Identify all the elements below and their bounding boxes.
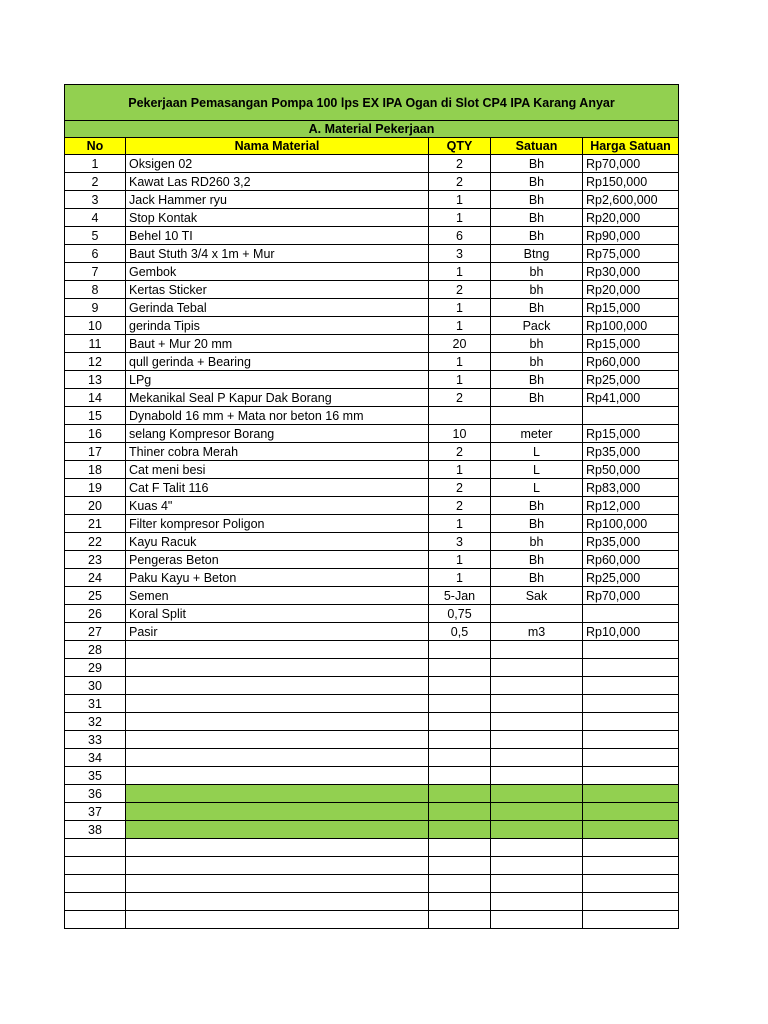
cell-price[interactable]	[583, 839, 679, 857]
cell-no[interactable]: 9	[65, 299, 126, 317]
cell-unit[interactable]	[491, 605, 583, 623]
cell-material-name[interactable]	[126, 839, 429, 857]
cell-unit[interactable]: Bh	[491, 551, 583, 569]
cell-unit[interactable]: Bh	[491, 173, 583, 191]
cell-unit[interactable]	[491, 695, 583, 713]
cell-material-name[interactable]	[126, 875, 429, 893]
cell-no[interactable]: 37	[65, 803, 126, 821]
cell-qty[interactable]	[429, 857, 491, 875]
table-row	[65, 749, 679, 767]
cell-no[interactable]: 2	[65, 173, 126, 191]
table-row	[65, 389, 679, 407]
cell-qty[interactable]: 2	[429, 443, 491, 461]
cell-no[interactable]: 31	[65, 695, 126, 713]
cell-qty[interactable]: 1	[429, 515, 491, 533]
cell-unit[interactable]: L	[491, 479, 583, 497]
cell-price[interactable]: Rp15,000	[583, 299, 679, 317]
cell-unit[interactable]	[491, 731, 583, 749]
cell-no[interactable]: 33	[65, 731, 126, 749]
table-row	[65, 407, 679, 425]
cell-qty[interactable]: 2	[429, 173, 491, 191]
cell-material-name[interactable]: Baut + Mur 20 mm	[126, 335, 429, 353]
cell-unit[interactable]: Bh	[491, 299, 583, 317]
cell-price[interactable]	[583, 659, 679, 677]
cell-price[interactable]: Rp60,000	[583, 353, 679, 371]
cell-unit[interactable]: Btng	[491, 245, 583, 263]
cell-qty[interactable]: 1	[429, 569, 491, 587]
cell-qty[interactable]	[429, 911, 491, 929]
cell-no[interactable]	[65, 911, 126, 929]
cell-price[interactable]: Rp10,000	[583, 623, 679, 641]
cell-material-name[interactable]: Semen	[126, 587, 429, 605]
cell-price[interactable]	[583, 713, 679, 731]
cell-price[interactable]: Rp83,000	[583, 479, 679, 497]
cell-no[interactable]: 24	[65, 569, 126, 587]
table-row	[65, 821, 679, 839]
cell-no[interactable]: 28	[65, 641, 126, 659]
cell-price[interactable]	[583, 785, 679, 803]
table-row	[65, 155, 679, 173]
cell-material-name[interactable]: Stop Kontak	[126, 209, 429, 227]
table-row	[65, 353, 679, 371]
cell-qty[interactable]: 3	[429, 533, 491, 551]
table-row	[65, 173, 679, 191]
cell-material-name[interactable]: Paku Kayu + Beton	[126, 569, 429, 587]
table-row	[65, 299, 679, 317]
cell-material-name[interactable]: Dynabold 16 mm + Mata nor beton 16 mm	[126, 407, 429, 425]
table-row	[65, 875, 679, 893]
cell-no[interactable]: 20	[65, 497, 126, 515]
cell-unit[interactable]: Bh	[491, 497, 583, 515]
cell-unit[interactable]: Pack	[491, 317, 583, 335]
cell-qty[interactable]: 2	[429, 479, 491, 497]
cell-unit[interactable]: Bh	[491, 389, 583, 407]
cell-price[interactable]: Rp15,000	[583, 335, 679, 353]
cell-no[interactable]: 11	[65, 335, 126, 353]
cell-unit[interactable]: meter	[491, 425, 583, 443]
cell-qty[interactable]: 1	[429, 551, 491, 569]
cell-unit[interactable]	[491, 821, 583, 839]
cell-no[interactable]: 12	[65, 353, 126, 371]
cell-material-name[interactable]: Kayu Racuk	[126, 533, 429, 551]
cell-qty[interactable]: 0,75	[429, 605, 491, 623]
cell-material-name[interactable]: Oksigen 02	[126, 155, 429, 173]
cell-unit[interactable]: Bh	[491, 191, 583, 209]
cell-qty[interactable]	[429, 731, 491, 749]
cell-qty[interactable]	[429, 713, 491, 731]
cell-price[interactable]	[583, 749, 679, 767]
table-row	[65, 695, 679, 713]
cell-price[interactable]	[583, 875, 679, 893]
table-row	[65, 317, 679, 335]
cell-unit[interactable]	[491, 785, 583, 803]
cell-unit[interactable]	[491, 803, 583, 821]
cell-material-name[interactable]: Cat meni besi	[126, 461, 429, 479]
table-row	[65, 263, 679, 281]
cell-qty[interactable]	[429, 893, 491, 911]
cell-no[interactable]	[65, 857, 126, 875]
cell-unit[interactable]	[491, 893, 583, 911]
table-row	[65, 461, 679, 479]
cell-no[interactable]: 16	[65, 425, 126, 443]
cell-material-name[interactable]	[126, 785, 429, 803]
table-row	[65, 533, 679, 551]
table-row	[65, 767, 679, 785]
cell-unit[interactable]: bh	[491, 353, 583, 371]
header-unit[interactable]: Satuan	[491, 138, 583, 155]
cell-unit[interactable]: Bh	[491, 569, 583, 587]
cell-no[interactable]: 19	[65, 479, 126, 497]
cell-price[interactable]: Rp70,000	[583, 155, 679, 173]
cell-price[interactable]	[583, 731, 679, 749]
cell-unit[interactable]: bh	[491, 263, 583, 281]
table-row	[65, 191, 679, 209]
section-heading[interactable]: A. Material Pekerjaan	[65, 121, 679, 138]
cell-price[interactable]	[583, 767, 679, 785]
cell-no[interactable]: 17	[65, 443, 126, 461]
cell-unit[interactable]	[491, 659, 583, 677]
material-table	[64, 84, 679, 929]
cell-price[interactable]	[583, 605, 679, 623]
cell-no[interactable]: 22	[65, 533, 126, 551]
table-row	[65, 623, 679, 641]
cell-qty[interactable]: 1	[429, 371, 491, 389]
cell-no[interactable]	[65, 893, 126, 911]
cell-price[interactable]: Rp30,000	[583, 263, 679, 281]
cell-price[interactable]: Rp20,000	[583, 209, 679, 227]
table-row	[65, 605, 679, 623]
cell-price[interactable]: Rp50,000	[583, 461, 679, 479]
cell-no[interactable]: 36	[65, 785, 126, 803]
cell-unit[interactable]: bh	[491, 281, 583, 299]
cell-price[interactable]	[583, 407, 679, 425]
cell-unit[interactable]	[491, 713, 583, 731]
cell-unit[interactable]	[491, 839, 583, 857]
cell-qty[interactable]	[429, 407, 491, 425]
cell-price[interactable]	[583, 893, 679, 911]
cell-unit[interactable]	[491, 677, 583, 695]
cell-no[interactable]: 35	[65, 767, 126, 785]
cell-no[interactable]: 29	[65, 659, 126, 677]
header-no[interactable]: No	[65, 138, 126, 155]
cell-price[interactable]: Rp12,000	[583, 497, 679, 515]
cell-price[interactable]: Rp100,000	[583, 515, 679, 533]
table-row	[65, 659, 679, 677]
table-row	[65, 893, 679, 911]
cell-qty[interactable]: 1	[429, 461, 491, 479]
cell-no[interactable]: 7	[65, 263, 126, 281]
cell-qty[interactable]	[429, 767, 491, 785]
cell-qty[interactable]: 1	[429, 263, 491, 281]
cell-price[interactable]: Rp90,000	[583, 227, 679, 245]
cell-qty[interactable]: 6	[429, 227, 491, 245]
cell-unit[interactable]	[491, 749, 583, 767]
cell-unit[interactable]	[491, 767, 583, 785]
cell-no[interactable]: 5	[65, 227, 126, 245]
cell-qty[interactable]: 2	[429, 281, 491, 299]
header-name[interactable]: Nama Material	[126, 138, 429, 155]
cell-qty[interactable]: 1	[429, 353, 491, 371]
cell-no[interactable]: 3	[65, 191, 126, 209]
cell-unit[interactable]	[491, 875, 583, 893]
cell-price[interactable]: Rp75,000	[583, 245, 679, 263]
cell-material-name[interactable]: Mekanikal Seal P Kapur Dak Borang	[126, 389, 429, 407]
cell-qty[interactable]: 2	[429, 389, 491, 407]
cell-qty[interactable]	[429, 839, 491, 857]
cell-unit[interactable]: bh	[491, 335, 583, 353]
header-qty[interactable]: QTY	[429, 138, 491, 155]
cell-qty[interactable]: 1	[429, 299, 491, 317]
table-row	[65, 713, 679, 731]
cell-material-name[interactable]	[126, 803, 429, 821]
cell-material-name[interactable]	[126, 767, 429, 785]
table-row	[65, 857, 679, 875]
cell-material-name[interactable]	[126, 911, 429, 929]
cell-material-name[interactable]	[126, 821, 429, 839]
table-row	[65, 371, 679, 389]
cell-price[interactable]: Rp35,000	[583, 533, 679, 551]
cell-price[interactable]	[583, 695, 679, 713]
cell-unit[interactable]: Sak	[491, 587, 583, 605]
cell-no[interactable]: 38	[65, 821, 126, 839]
cell-no[interactable]: 26	[65, 605, 126, 623]
cell-unit[interactable]	[491, 857, 583, 875]
cell-no[interactable]	[65, 839, 126, 857]
cell-no[interactable]: 8	[65, 281, 126, 299]
table-row	[65, 497, 679, 515]
table-row	[65, 839, 679, 857]
table-row	[65, 911, 679, 929]
cell-qty[interactable]: 1	[429, 191, 491, 209]
cell-price[interactable]: Rp2,600,000	[583, 191, 679, 209]
cell-material-name[interactable]	[126, 893, 429, 911]
cell-no[interactable]: 4	[65, 209, 126, 227]
cell-unit[interactable]: L	[491, 461, 583, 479]
header-price[interactable]: Harga Satuan	[583, 138, 679, 155]
cell-qty[interactable]	[429, 875, 491, 893]
header-row	[65, 138, 679, 155]
cell-material-name[interactable]	[126, 731, 429, 749]
table-row	[65, 641, 679, 659]
cell-price[interactable]: Rp25,000	[583, 569, 679, 587]
cell-qty[interactable]	[429, 695, 491, 713]
cell-unit[interactable]: Bh	[491, 371, 583, 389]
table-row	[65, 245, 679, 263]
cell-qty[interactable]: 1	[429, 209, 491, 227]
cell-no[interactable]: 18	[65, 461, 126, 479]
cell-material-name[interactable]	[126, 677, 429, 695]
cell-no[interactable]: 25	[65, 587, 126, 605]
cell-price[interactable]	[583, 803, 679, 821]
table-row	[65, 281, 679, 299]
cell-no[interactable]: 27	[65, 623, 126, 641]
cell-material-name[interactable]: Jack Hammer ryu	[126, 191, 429, 209]
cell-unit[interactable]: Bh	[491, 227, 583, 245]
cell-no[interactable]: 30	[65, 677, 126, 695]
cell-material-name[interactable]: Kertas Sticker	[126, 281, 429, 299]
cell-price[interactable]: Rp150,000	[583, 173, 679, 191]
cell-material-name[interactable]: Behel 10 TI	[126, 227, 429, 245]
cell-qty[interactable]: 0,5	[429, 623, 491, 641]
cell-material-name[interactable]: Filter kompresor Poligon	[126, 515, 429, 533]
cell-price[interactable]: Rp60,000	[583, 551, 679, 569]
cell-qty[interactable]: 10	[429, 425, 491, 443]
cell-unit[interactable]: Bh	[491, 155, 583, 173]
cell-qty[interactable]	[429, 749, 491, 767]
cell-unit[interactable]: L	[491, 443, 583, 461]
table-row	[65, 209, 679, 227]
cell-no[interactable]: 15	[65, 407, 126, 425]
cell-price[interactable]	[583, 857, 679, 875]
cell-material-name[interactable]: Gerinda Tebal	[126, 299, 429, 317]
cell-price[interactable]	[583, 821, 679, 839]
cell-material-name[interactable]: Pengeras Beton	[126, 551, 429, 569]
cell-material-name[interactable]: qull gerinda + Bearing	[126, 353, 429, 371]
cell-material-name[interactable]: gerinda Tipis	[126, 317, 429, 335]
cell-qty[interactable]	[429, 803, 491, 821]
cell-price[interactable]	[583, 677, 679, 695]
cell-qty[interactable]: 2	[429, 497, 491, 515]
cell-no[interactable]: 34	[65, 749, 126, 767]
cell-material-name[interactable]	[126, 659, 429, 677]
cell-price[interactable]: Rp100,000	[583, 317, 679, 335]
cell-no[interactable]: 14	[65, 389, 126, 407]
cell-unit[interactable]	[491, 911, 583, 929]
cell-no[interactable]: 23	[65, 551, 126, 569]
cell-qty[interactable]	[429, 785, 491, 803]
cell-qty[interactable]	[429, 641, 491, 659]
table-row	[65, 335, 679, 353]
cell-material-name[interactable]: Gembok	[126, 263, 429, 281]
cell-unit[interactable]: bh	[491, 533, 583, 551]
cell-price[interactable]: Rp41,000	[583, 389, 679, 407]
cell-material-name[interactable]: Kuas 4"	[126, 497, 429, 515]
table-row	[65, 785, 679, 803]
cell-no[interactable]	[65, 875, 126, 893]
table-row	[65, 515, 679, 533]
table-row	[65, 677, 679, 695]
table-row	[65, 479, 679, 497]
cell-material-name[interactable]: Kawat Las RD260 3,2	[126, 173, 429, 191]
cell-material-name[interactable]	[126, 641, 429, 659]
table-row	[65, 227, 679, 245]
cell-unit[interactable]: Bh	[491, 515, 583, 533]
cell-material-name[interactable]: selang Kompresor Borang	[126, 425, 429, 443]
cell-material-name[interactable]: Pasir	[126, 623, 429, 641]
cell-no[interactable]: 10	[65, 317, 126, 335]
cell-qty[interactable]	[429, 821, 491, 839]
cell-no[interactable]: 6	[65, 245, 126, 263]
table-row	[65, 803, 679, 821]
cell-material-name[interactable]: Baut Stuth 3/4 x 1m + Mur	[126, 245, 429, 263]
cell-qty[interactable]: 20	[429, 335, 491, 353]
table-row	[65, 425, 679, 443]
table-row	[65, 569, 679, 587]
cell-qty[interactable]	[429, 677, 491, 695]
cell-material-name[interactable]	[126, 695, 429, 713]
cell-material-name[interactable]: Thiner cobra Merah	[126, 443, 429, 461]
sheet-title[interactable]: Pekerjaan Pemasangan Pompa 100 lps EX IPA Ogan di Slot CP4 IPA Karang Anyar	[65, 85, 679, 121]
cell-unit[interactable]: m3	[491, 623, 583, 641]
cell-no[interactable]: 1	[65, 155, 126, 173]
cell-price[interactable]: Rp15,000	[583, 425, 679, 443]
cell-price[interactable]: Rp20,000	[583, 281, 679, 299]
cell-unit[interactable]	[491, 641, 583, 659]
cell-material-name[interactable]: Cat F Talit 116	[126, 479, 429, 497]
cell-material-name[interactable]	[126, 857, 429, 875]
table-row	[65, 731, 679, 749]
table-row	[65, 587, 679, 605]
cell-material-name[interactable]	[126, 749, 429, 767]
cell-material-name[interactable]	[126, 713, 429, 731]
cell-unit[interactable]: Bh	[491, 209, 583, 227]
cell-unit[interactable]	[491, 407, 583, 425]
cell-no[interactable]: 13	[65, 371, 126, 389]
cell-no[interactable]: 21	[65, 515, 126, 533]
cell-price[interactable]: Rp70,000	[583, 587, 679, 605]
table-row	[65, 443, 679, 461]
cell-qty[interactable]: 3	[429, 245, 491, 263]
cell-material-name[interactable]: LPg	[126, 371, 429, 389]
cell-price[interactable]: Rp25,000	[583, 371, 679, 389]
cell-price[interactable]	[583, 911, 679, 929]
table-row	[65, 551, 679, 569]
cell-price[interactable]: Rp35,000	[583, 443, 679, 461]
cell-qty[interactable]: 2	[429, 155, 491, 173]
cell-qty[interactable]	[429, 659, 491, 677]
cell-qty[interactable]: 1	[429, 317, 491, 335]
cell-material-name[interactable]: Koral Split	[126, 605, 429, 623]
cell-no[interactable]: 32	[65, 713, 126, 731]
cell-price[interactable]	[583, 641, 679, 659]
item-rows	[65, 155, 679, 929]
cell-qty[interactable]: 5-Jan	[429, 587, 491, 605]
